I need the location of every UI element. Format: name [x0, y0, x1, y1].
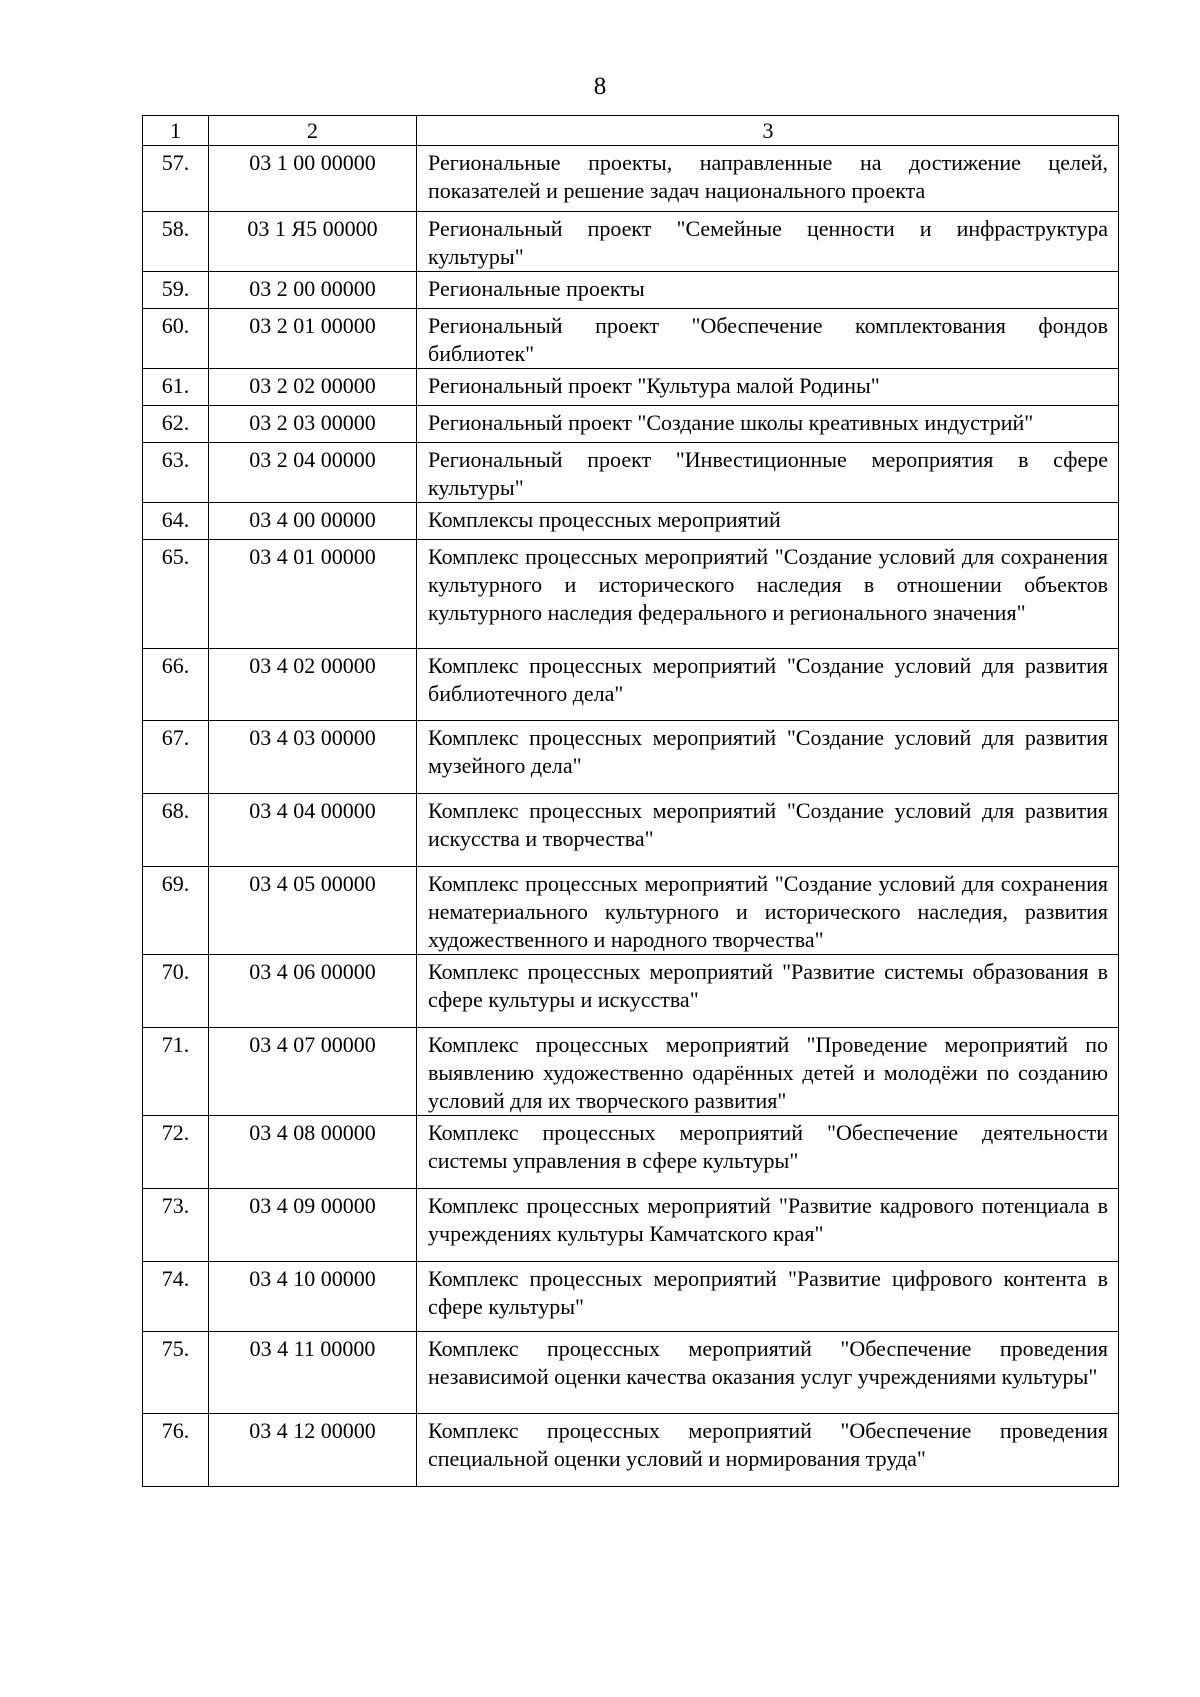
row-name-cell [417, 867, 1119, 955]
row-name: Комплекс процессных мероприятий "Обеспечение деятельности системы управления в сфере культуры" [428, 1120, 1108, 1173]
table-row [143, 867, 1119, 955]
table-row [143, 540, 1119, 649]
row-name-cell [417, 794, 1119, 867]
row-code: 03 4 06 00000 [249, 959, 376, 984]
row-number: 66. [161, 653, 190, 678]
row-code: 03 4 02 00000 [249, 653, 376, 678]
row-code-cell [209, 443, 417, 503]
row-name: Комплекс процессных мероприятий "Развитие цифрового контента в сфере культуры" [428, 1266, 1108, 1319]
codes-table [142, 115, 1119, 1487]
row-number-cell [143, 721, 209, 794]
row-name-cell [417, 1332, 1119, 1414]
row-name-cell [417, 1262, 1119, 1332]
row-name-cell [417, 649, 1119, 721]
row-code: 03 4 08 00000 [249, 1120, 376, 1145]
row-number-cell [143, 1332, 209, 1414]
row-code-cell [209, 955, 417, 1028]
table-header-row [143, 116, 1119, 146]
table-row [143, 794, 1119, 867]
row-code-cell [209, 794, 417, 867]
header-col-1: 1 [143, 116, 209, 146]
row-code: 03 4 11 00000 [249, 1336, 376, 1361]
row-number: 73. [161, 1193, 190, 1218]
row-number: 69. [161, 871, 190, 896]
row-name: Комплекс процессных мероприятий "Создание условий для сохранения нематериального культурного и исторического наследия, развития художественного и народного творчества" [428, 871, 1108, 952]
row-name-cell [417, 212, 1119, 272]
row-number-cell [143, 1262, 209, 1332]
row-code-cell [209, 309, 417, 369]
table-row [143, 1189, 1119, 1262]
row-number: 72. [161, 1120, 190, 1145]
row-name: Комплекс процессных мероприятий "Развитие кадрового потенциала в учреждениях культуры Камчатского края" [428, 1193, 1108, 1246]
table-row [143, 1414, 1119, 1487]
header-col-3: 3 [417, 116, 1119, 146]
row-code: 03 4 10 00000 [249, 1266, 376, 1291]
row-name-cell [417, 272, 1119, 309]
row-name-cell [417, 369, 1119, 406]
row-code: 03 2 04 00000 [249, 447, 376, 472]
row-name-cell [417, 443, 1119, 503]
table-row [143, 1028, 1119, 1116]
table-row [143, 1116, 1119, 1189]
row-number-cell [143, 955, 209, 1028]
row-name-cell [417, 1028, 1119, 1116]
row-code: 03 4 09 00000 [249, 1193, 376, 1218]
row-code-cell [209, 1332, 417, 1414]
row-number-cell [143, 1116, 209, 1189]
row-name-cell [417, 721, 1119, 794]
row-number-cell [143, 649, 209, 721]
row-name: Комплекс процессных мероприятий "Развитие системы образования в сфере культуры и искусства" [428, 959, 1108, 1012]
row-name-cell [417, 503, 1119, 540]
row-code-cell [209, 540, 417, 649]
row-code: 03 4 04 00000 [249, 798, 376, 823]
row-number: 57. [161, 150, 190, 175]
row-code-cell [209, 1189, 417, 1262]
row-code: 03 2 02 00000 [249, 373, 376, 398]
row-code-cell [209, 146, 417, 212]
row-number-cell [143, 1028, 209, 1116]
row-code: 03 4 07 00000 [249, 1032, 376, 1057]
table-row [143, 649, 1119, 721]
row-name: Комплекс процессных мероприятий "Создание условий для развития библиотечного дела" [428, 653, 1108, 706]
row-number-cell [143, 1414, 209, 1487]
row-name: Региональные проекты [428, 276, 645, 301]
row-code-cell [209, 406, 417, 443]
row-code-cell [209, 867, 417, 955]
row-number-cell [143, 1189, 209, 1262]
row-code: 03 4 05 00000 [249, 871, 376, 896]
row-name: Комплекс процессных мероприятий "Проведение мероприятий по выявлению художественно одарённых детей и молодёжи по созданию условий для их творческого развития" [428, 1032, 1108, 1113]
table-body [143, 116, 1119, 1487]
row-code-cell [209, 503, 417, 540]
table-row [143, 955, 1119, 1028]
row-code: 03 2 01 00000 [249, 313, 376, 338]
row-number: 61. [161, 373, 190, 398]
row-name-cell [417, 1414, 1119, 1487]
row-number-cell [143, 212, 209, 272]
row-number-cell [143, 503, 209, 540]
row-code-cell [209, 1262, 417, 1332]
row-code: 03 1 Я5 00000 [247, 216, 378, 241]
row-code-cell [209, 369, 417, 406]
row-code: 03 4 12 00000 [249, 1418, 376, 1443]
table-row [143, 406, 1119, 443]
row-number: 58. [161, 216, 190, 241]
row-code: 03 4 01 00000 [249, 544, 376, 569]
table-row [143, 1332, 1119, 1414]
row-name-cell [417, 1189, 1119, 1262]
row-number: 60. [161, 313, 190, 338]
row-code-cell [209, 1414, 417, 1487]
table-row [143, 503, 1119, 540]
row-name: Региональные проекты, направленные на достижение целей, показателей и решение задач национального проекта [428, 150, 1108, 203]
header-col-2: 2 [209, 116, 417, 146]
row-name: Комплекс процессных мероприятий "Создание условий для развития искусства и творчества" [428, 798, 1108, 851]
row-code-cell [209, 1028, 417, 1116]
row-number: 74. [161, 1266, 190, 1291]
row-code: 03 4 03 00000 [249, 725, 376, 750]
row-name: Региональный проект "Культура малой Родины" [428, 373, 880, 398]
row-name-cell [417, 1116, 1119, 1189]
row-name: Комплекс процессных мероприятий "Обеспечение проведения специальной оценки условий и нормирования труда" [428, 1418, 1108, 1471]
table-row [143, 146, 1119, 212]
table-row [143, 212, 1119, 272]
row-code: 03 2 00 00000 [249, 276, 376, 301]
row-number-cell [143, 867, 209, 955]
row-number: 63. [161, 447, 190, 472]
row-number: 62. [161, 410, 190, 435]
row-name: Региональный проект "Семейные ценности и инфраструктура культуры" [428, 216, 1108, 269]
row-name-cell [417, 309, 1119, 369]
row-code: 03 4 00 00000 [249, 507, 376, 532]
row-code-cell [209, 649, 417, 721]
row-name: Комплексы процессных мероприятий [428, 507, 781, 532]
row-name-cell [417, 146, 1119, 212]
row-code-cell [209, 272, 417, 309]
row-number-cell [143, 794, 209, 867]
row-name-cell [417, 540, 1119, 649]
row-code-cell [209, 721, 417, 794]
row-code-cell [209, 212, 417, 272]
row-name-cell [417, 955, 1119, 1028]
table-row [143, 272, 1119, 309]
row-number: 64. [161, 507, 190, 532]
row-number-cell [143, 443, 209, 503]
row-name: Региональный проект "Инвестиционные мероприятия в сфере культуры" [428, 447, 1108, 500]
row-number: 59. [161, 276, 190, 301]
table-row [143, 443, 1119, 503]
row-number: 68. [161, 798, 190, 823]
row-name: Региональный проект "Обеспечение комплектования фондов библиотек" [428, 313, 1108, 366]
row-number: 76. [161, 1418, 190, 1443]
table-row [143, 309, 1119, 369]
row-number: 67. [161, 725, 190, 750]
row-number-cell [143, 540, 209, 649]
table-row [143, 1262, 1119, 1332]
row-number: 65. [161, 544, 190, 569]
row-name-cell [417, 406, 1119, 443]
row-number: 75. [161, 1336, 190, 1361]
row-number-cell [143, 272, 209, 309]
row-name: Комплекс процессных мероприятий "Создание условий для сохранения культурного и исторического наследия в отношении объектов культурного наследия федерального и регионального значения" [428, 544, 1108, 625]
row-code-cell [209, 1116, 417, 1189]
table-row [143, 369, 1119, 406]
row-name: Комплекс процессных мероприятий "Обеспечение проведения независимой оценки качества оказания услуг учреждениями культуры" [428, 1336, 1108, 1389]
table-row [143, 721, 1119, 794]
row-code: 03 2 03 00000 [249, 410, 376, 435]
row-code: 03 1 00 00000 [249, 150, 376, 175]
row-number: 70. [161, 959, 190, 984]
row-number-cell [143, 406, 209, 443]
page-number: 8 [593, 73, 607, 100]
row-number-cell [143, 309, 209, 369]
row-number-cell [143, 369, 209, 406]
row-number: 71. [161, 1032, 190, 1057]
row-number-cell [143, 146, 209, 212]
row-name: Комплекс процессных мероприятий "Создание условий для развития музейного дела" [428, 725, 1108, 778]
row-name: Региональный проект "Создание школы креативных индустрий" [428, 410, 1034, 435]
